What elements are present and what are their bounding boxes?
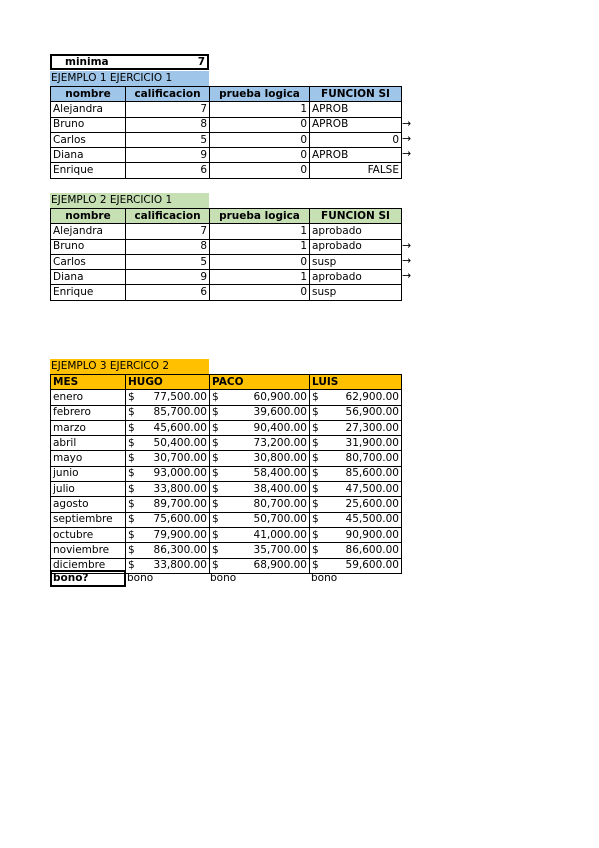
amount-wrap — [212, 559, 307, 572]
amount-cell[interactable] — [210, 466, 310, 481]
amount-cell[interactable] — [310, 405, 402, 420]
currency-symbol: $ — [212, 467, 219, 480]
ej1-cell[interactable]: 8 — [126, 117, 210, 132]
amount-cell[interactable] — [210, 451, 310, 466]
overflow-arrow-icon: → — [402, 117, 412, 130]
amount-wrap — [212, 452, 307, 465]
ej1-cell[interactable]: APROB — [310, 148, 402, 163]
bono-hugo: bono — [127, 572, 154, 584]
ej1-cell[interactable]: Diana — [51, 148, 126, 163]
ej2-header-cell[interactable]: calificacion — [126, 209, 210, 224]
ej2-cell[interactable]: aprobado — [310, 270, 402, 285]
amount-wrap — [128, 406, 207, 419]
table-row — [51, 390, 402, 405]
amount-value: 27,300.00 — [345, 421, 399, 434]
amount-value: 80,700.00 — [345, 452, 399, 465]
ej2-cell[interactable]: 1 — [210, 224, 310, 239]
table-row — [51, 451, 402, 466]
amount-value: 85,700.00 — [153, 406, 207, 419]
amount-cell[interactable] — [210, 512, 310, 527]
amount-wrap — [312, 467, 399, 480]
amount-value: 33,800.00 — [153, 482, 207, 495]
bono-paco: bono — [210, 572, 237, 584]
month-cell[interactable]: febrero — [51, 405, 126, 420]
currency-symbol: $ — [312, 543, 319, 556]
amount-value: 86,300.00 — [153, 543, 207, 556]
ej2-cell[interactable]: 9 — [126, 270, 210, 285]
amount-value: 62,900.00 — [345, 390, 399, 403]
table-row — [51, 527, 402, 542]
table-row — [51, 543, 402, 558]
amount-cell[interactable] — [310, 543, 402, 558]
currency-symbol: $ — [312, 421, 319, 434]
amount-wrap — [312, 406, 399, 419]
ej1-cell[interactable]: 0 — [210, 117, 310, 132]
month-cell[interactable]: octubre — [51, 527, 126, 542]
amount-wrap — [128, 544, 207, 557]
amount-wrap — [128, 452, 207, 465]
ej2-header-cell[interactable]: nombre — [51, 209, 126, 224]
overflow-arrow-icon: → — [402, 254, 412, 267]
ej2-header-row — [51, 209, 402, 224]
currency-symbol: $ — [128, 559, 135, 572]
amount-cell[interactable] — [310, 466, 402, 481]
amount-cell[interactable] — [310, 512, 402, 527]
ej1-cell[interactable]: 6 — [126, 163, 210, 178]
month-cell[interactable]: mayo — [51, 451, 126, 466]
ej1-cell[interactable]: 0 — [210, 148, 310, 163]
amount-cell[interactable] — [126, 466, 210, 481]
amount-wrap — [128, 467, 207, 480]
ej3-header-cell[interactable]: PACO — [210, 375, 310, 390]
ej1-header-cell[interactable]: FUNCION SI — [310, 87, 402, 102]
currency-symbol: $ — [212, 543, 219, 556]
amount-cell[interactable] — [126, 436, 210, 451]
overflow-arrow-icon: → — [402, 147, 412, 160]
amount-cell[interactable] — [210, 482, 310, 497]
amount-value: 68,900.00 — [253, 559, 307, 572]
amount-wrap — [212, 498, 307, 511]
ej1-cell[interactable]: 0 — [210, 132, 310, 147]
amount-value: 77,500.00 — [153, 390, 207, 403]
minima-box[interactable] — [50, 54, 209, 70]
amount-wrap — [212, 529, 307, 542]
ej2-cell[interactable]: susp — [310, 254, 402, 269]
amount-cell[interactable] — [310, 420, 402, 435]
ej2-cell[interactable]: Alejandra — [51, 224, 126, 239]
currency-symbol: $ — [312, 498, 319, 511]
amount-value: 75,600.00 — [153, 513, 207, 526]
table-row — [51, 436, 402, 451]
ej1-cell[interactable]: 9 — [126, 148, 210, 163]
ej2-cell[interactable]: 1 — [210, 239, 310, 254]
amount-value: 86,600.00 — [345, 543, 399, 556]
amount-value: 30,800.00 — [253, 452, 307, 465]
ej1-table — [50, 86, 402, 179]
amount-wrap — [128, 513, 207, 526]
amount-wrap — [312, 513, 399, 526]
minima-value: 7 — [197, 56, 205, 68]
month-cell[interactable]: marzo — [51, 420, 126, 435]
ej1-header-cell[interactable]: prueba logica — [210, 87, 310, 102]
currency-symbol: $ — [128, 406, 135, 419]
ej2-header-cell[interactable]: prueba logica — [210, 209, 310, 224]
amount-wrap — [312, 544, 399, 557]
month-cell[interactable]: agosto — [51, 497, 126, 512]
currency-symbol: $ — [128, 528, 135, 541]
amount-wrap — [212, 544, 307, 557]
currency-symbol: $ — [312, 390, 319, 403]
amount-wrap — [128, 483, 207, 496]
table-row — [51, 132, 402, 147]
amount-wrap — [128, 498, 207, 511]
ej2-cell[interactable]: aprobado — [310, 224, 402, 239]
currency-symbol: $ — [312, 513, 319, 526]
month-cell[interactable]: septiembre — [51, 512, 126, 527]
ej1-cell[interactable]: Carlos — [51, 132, 126, 147]
ej2-cell[interactable]: 6 — [126, 285, 210, 300]
month-cell[interactable]: noviembre — [51, 543, 126, 558]
ej1-cell[interactable]: FALSE — [310, 163, 402, 178]
amount-value: 90,400.00 — [253, 421, 307, 434]
table-row — [51, 482, 402, 497]
ej2-cell[interactable]: Carlos — [51, 254, 126, 269]
amount-value: 35,700.00 — [253, 543, 307, 556]
currency-symbol: $ — [212, 406, 219, 419]
ej2-cell[interactable]: 0 — [210, 285, 310, 300]
amount-value: 47,500.00 — [345, 482, 399, 495]
amount-wrap — [128, 437, 207, 450]
currency-symbol: $ — [128, 543, 135, 556]
currency-symbol: $ — [212, 436, 219, 449]
amount-cell[interactable] — [210, 420, 310, 435]
ej3-table — [50, 374, 402, 574]
currency-symbol: $ — [128, 436, 135, 449]
amount-wrap — [128, 391, 207, 404]
amount-cell[interactable] — [210, 543, 310, 558]
ej1-title: EJEMPLO 1 EJERCICIO 1 — [50, 71, 209, 86]
table-row — [51, 405, 402, 420]
amount-wrap — [312, 498, 399, 511]
currency-symbol: $ — [128, 467, 135, 480]
amount-wrap — [312, 483, 399, 496]
ej1-cell[interactable]: 0 — [310, 132, 402, 147]
currency-symbol: $ — [312, 452, 319, 465]
currency-symbol: $ — [312, 559, 319, 572]
amount-wrap — [212, 391, 307, 404]
amount-value: 33,800.00 — [153, 559, 207, 572]
month-cell[interactable]: junio — [51, 466, 126, 481]
currency-symbol: $ — [128, 421, 135, 434]
amount-cell[interactable] — [310, 482, 402, 497]
amount-value: 31,900.00 — [345, 436, 399, 449]
amount-wrap — [312, 437, 399, 450]
amount-value: 59,600.00 — [345, 559, 399, 572]
amount-cell[interactable] — [310, 436, 402, 451]
amount-value: 38,400.00 — [253, 482, 307, 495]
ej2-cell[interactable]: 0 — [210, 254, 310, 269]
ej1-header-cell[interactable]: calificacion — [126, 87, 210, 102]
ej1-cell[interactable]: APROB — [310, 102, 402, 117]
amount-wrap — [212, 406, 307, 419]
table-row — [51, 224, 402, 239]
currency-symbol: $ — [212, 452, 219, 465]
ej3-header-cell[interactable]: LUIS — [310, 375, 402, 390]
ej1-header-cell[interactable]: nombre — [51, 87, 126, 102]
amount-cell[interactable] — [210, 436, 310, 451]
table-row — [51, 117, 402, 132]
amount-wrap — [128, 422, 207, 435]
amount-wrap — [312, 559, 399, 572]
amount-wrap — [212, 513, 307, 526]
currency-symbol: $ — [128, 452, 135, 465]
amount-value: 80,700.00 — [253, 498, 307, 511]
ej2-title: EJEMPLO 2 EJERCICIO 1 — [50, 193, 209, 208]
ej1-cell[interactable]: 7 — [126, 102, 210, 117]
month-cell[interactable]: abril — [51, 436, 126, 451]
ej2-header-cell[interactable]: FUNCION SI — [310, 209, 402, 224]
currency-symbol: $ — [312, 482, 319, 495]
amount-value: 90,900.00 — [345, 528, 399, 541]
ej2-cell[interactable]: susp — [310, 285, 402, 300]
amount-value: 73,200.00 — [253, 436, 307, 449]
bono-luis: bono — [311, 572, 338, 584]
ej1-cell[interactable]: 1 — [210, 102, 310, 117]
table-row — [51, 163, 402, 178]
ej1-cell[interactable]: Alejandra — [51, 102, 126, 117]
amount-cell[interactable] — [210, 527, 310, 542]
table-row — [51, 270, 402, 285]
ej3-title: EJEMPLO 3 EJERCICO 2 — [50, 359, 209, 374]
amount-wrap — [312, 529, 399, 542]
table-row — [51, 497, 402, 512]
amount-value: 45,500.00 — [345, 513, 399, 526]
currency-symbol: $ — [312, 467, 319, 480]
currency-symbol: $ — [212, 513, 219, 526]
amount-wrap — [128, 559, 207, 572]
amount-value: 93,000.00 — [153, 467, 207, 480]
currency-symbol: $ — [212, 528, 219, 541]
overflow-arrow-icon: → — [402, 269, 412, 282]
ej2-cell[interactable]: Bruno — [51, 239, 126, 254]
amount-value: 45,600.00 — [153, 421, 207, 434]
amount-cell[interactable] — [126, 482, 210, 497]
amount-cell[interactable] — [210, 497, 310, 512]
ej2-cell[interactable]: 8 — [126, 239, 210, 254]
amount-cell[interactable] — [126, 527, 210, 542]
currency-symbol: $ — [128, 482, 135, 495]
amount-cell[interactable] — [310, 497, 402, 512]
amount-value: 85,600.00 — [345, 467, 399, 480]
ej1-cell[interactable]: Enrique — [51, 163, 126, 178]
amount-value: 56,900.00 — [345, 406, 399, 419]
amount-wrap — [212, 437, 307, 450]
amount-value: 25,600.00 — [345, 498, 399, 511]
currency-symbol: $ — [312, 528, 319, 541]
currency-symbol: $ — [212, 498, 219, 511]
amount-cell[interactable] — [310, 390, 402, 405]
amount-cell[interactable] — [126, 390, 210, 405]
amount-cell[interactable] — [210, 405, 310, 420]
amount-cell[interactable] — [126, 451, 210, 466]
minima-label: minima — [65, 56, 109, 68]
amount-cell[interactable] — [126, 543, 210, 558]
bono-label-cell[interactable]: bono? — [50, 570, 126, 587]
amount-value: 50,700.00 — [253, 513, 307, 526]
table-row — [51, 512, 402, 527]
table-row — [51, 466, 402, 481]
amount-cell[interactable] — [126, 420, 210, 435]
ej1-cell[interactable]: APROB — [310, 117, 402, 132]
amount-wrap — [312, 422, 399, 435]
amount-value: 79,900.00 — [153, 528, 207, 541]
month-cell[interactable]: enero — [51, 390, 126, 405]
amount-wrap — [212, 467, 307, 480]
amount-cell[interactable] — [210, 390, 310, 405]
table-row — [51, 285, 402, 300]
month-cell[interactable]: julio — [51, 482, 126, 497]
amount-cell[interactable] — [126, 405, 210, 420]
ej2-table — [50, 208, 402, 301]
ej3-header-cell[interactable]: MES — [51, 375, 126, 390]
table-row — [51, 148, 402, 163]
overflow-arrow-icon: → — [402, 239, 412, 252]
amount-cell[interactable] — [310, 451, 402, 466]
amount-wrap — [312, 391, 399, 404]
currency-symbol: $ — [212, 559, 219, 572]
currency-symbol: $ — [128, 498, 135, 511]
ej1-cell[interactable]: 5 — [126, 132, 210, 147]
currency-symbol: $ — [212, 421, 219, 434]
overflow-arrow-icon: → — [402, 132, 412, 145]
table-row — [51, 102, 402, 117]
amount-wrap — [212, 483, 307, 496]
amount-value: 50,400.00 — [153, 436, 207, 449]
amount-value: 60,900.00 — [253, 390, 307, 403]
ej2-cell[interactable]: 5 — [126, 254, 210, 269]
amount-wrap — [128, 529, 207, 542]
ej3-header-row — [51, 375, 402, 390]
ej2-cell[interactable]: 7 — [126, 224, 210, 239]
ej2-cell[interactable]: 1 — [210, 270, 310, 285]
amount-wrap — [312, 452, 399, 465]
amount-value: 41,000.00 — [253, 528, 307, 541]
table-row — [51, 420, 402, 435]
table-row — [51, 239, 402, 254]
ej3-header-cell[interactable]: HUGO — [126, 375, 210, 390]
amount-wrap — [212, 422, 307, 435]
amount-cell[interactable] — [126, 512, 210, 527]
amount-value: 39,600.00 — [253, 406, 307, 419]
month-cell[interactable]: diciembre — [51, 558, 126, 573]
ej2-cell[interactable]: Enrique — [51, 285, 126, 300]
currency-symbol: $ — [212, 390, 219, 403]
currency-symbol: $ — [212, 482, 219, 495]
ej1-cell[interactable]: Bruno — [51, 117, 126, 132]
amount-value: 58,400.00 — [253, 467, 307, 480]
amount-cell[interactable] — [310, 527, 402, 542]
amount-cell[interactable] — [126, 497, 210, 512]
currency-symbol: $ — [128, 390, 135, 403]
currency-symbol: $ — [312, 406, 319, 419]
currency-symbol: $ — [312, 436, 319, 449]
ej2-cell[interactable]: Diana — [51, 270, 126, 285]
ej2-cell[interactable]: aprobado — [310, 239, 402, 254]
currency-symbol: $ — [128, 513, 135, 526]
ej1-header-row — [51, 87, 402, 102]
table-row — [51, 254, 402, 269]
ej1-cell[interactable]: 0 — [210, 163, 310, 178]
amount-value: 89,700.00 — [153, 498, 207, 511]
amount-value: 30,700.00 — [153, 452, 207, 465]
